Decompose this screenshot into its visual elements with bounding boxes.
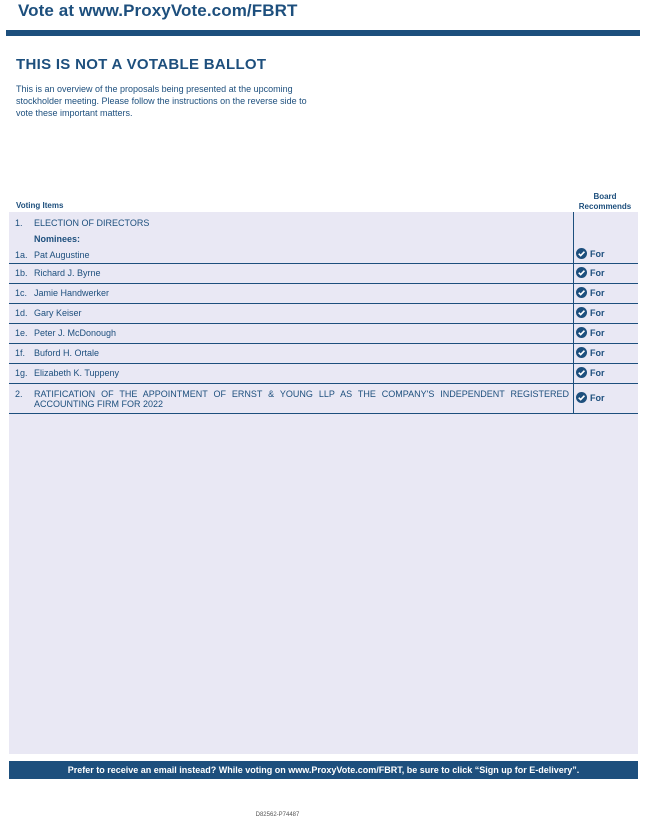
ballot-title: THIS IS NOT A VOTABLE BALLOT xyxy=(16,56,267,73)
nominee-number: 1d. xyxy=(15,308,28,318)
board-header-line2: Recommends xyxy=(578,202,632,211)
check-circle-icon xyxy=(576,392,587,403)
nominee-name: Buford H. Ortale xyxy=(34,348,100,358)
recommendation-text: For xyxy=(590,367,605,378)
recommendation-text: For xyxy=(590,267,605,278)
recommendation-text: For xyxy=(590,347,605,358)
board-recommendation xyxy=(576,327,605,338)
proposal-number: 2. xyxy=(15,389,23,399)
document-code: D82562-P74487 xyxy=(255,812,300,818)
nominee-number: 1e. xyxy=(15,328,28,338)
nominee-row xyxy=(9,364,638,384)
check-circle-icon xyxy=(576,248,587,259)
nominee-name: Jamie Handwerker xyxy=(34,288,110,298)
recommendation-text: For xyxy=(590,307,605,318)
proposal-label: RATIFICATION OF THE APPOINTMENT OF ERNST & YOUNG LLP AS THE COMPANY'S INDEPENDENT REGISTERED ACCOUNTING FIRM FOR 2022 xyxy=(34,389,569,409)
edelivery-banner: Prefer to receive an email instead? While voting on www.ProxyVote.com/FBRT, be sure to click “Sign up for E-delivery”. xyxy=(9,761,638,779)
proposal-number: 1. xyxy=(15,218,23,228)
nominee-number: 1b. xyxy=(15,268,28,278)
check-circle-icon xyxy=(576,347,587,358)
check-circle-icon xyxy=(576,287,587,298)
ballot-intro: This is an overview of the proposals being presented at the upcoming stockholder meeting. Please follow the instructions on the reverse side to vote these important matters. xyxy=(16,84,307,118)
column-divider xyxy=(573,212,574,414)
board-recommendation xyxy=(576,367,605,378)
proposal-1-row xyxy=(9,212,638,264)
board-recommendation xyxy=(576,287,605,298)
board-recommendation xyxy=(576,267,605,278)
board-header-line1: Board xyxy=(593,192,617,201)
recommendation-text: For xyxy=(590,287,605,298)
nominee-number: 1f. xyxy=(15,348,26,358)
nominee-name: Gary Keiser xyxy=(34,308,82,318)
nominee-name: Pat Augustine xyxy=(34,250,90,260)
board-recommendation xyxy=(576,392,605,403)
recommendation-text: For xyxy=(590,327,605,338)
board-recommendation xyxy=(576,248,605,259)
header-divider xyxy=(6,30,640,36)
nominee-row xyxy=(9,344,638,364)
proposal-label: ELECTION OF DIRECTORS xyxy=(34,218,150,228)
board-recommendation xyxy=(576,347,605,358)
nominee-name: Elizabeth K. Tuppeny xyxy=(34,368,120,378)
nominees-label: Nominees: xyxy=(34,234,81,244)
voting-items-header: Voting Items xyxy=(16,201,64,210)
board-recommends-header xyxy=(571,192,639,212)
nominee-row xyxy=(9,264,638,284)
nominee-number: 1a. xyxy=(15,250,28,260)
nominee-row xyxy=(9,304,638,324)
check-circle-icon xyxy=(576,267,587,278)
nominee-number: 1c. xyxy=(15,288,28,298)
nominee-number: 1g. xyxy=(15,368,28,378)
nominee-name: Richard J. Byrne xyxy=(34,268,101,278)
proxyvote-url-title: Vote at www.ProxyVote.com/FBRT xyxy=(18,1,298,20)
nominee-row xyxy=(9,284,638,304)
proposal-2-row xyxy=(9,384,638,414)
check-circle-icon xyxy=(576,367,587,378)
nominee-name: Peter J. McDonough xyxy=(34,328,117,338)
nominee-row xyxy=(9,324,638,344)
recommendation-text: For xyxy=(590,392,605,403)
check-circle-icon xyxy=(576,307,587,318)
board-recommendation xyxy=(576,307,605,318)
recommendation-text: For xyxy=(590,248,605,259)
check-circle-icon xyxy=(576,327,587,338)
